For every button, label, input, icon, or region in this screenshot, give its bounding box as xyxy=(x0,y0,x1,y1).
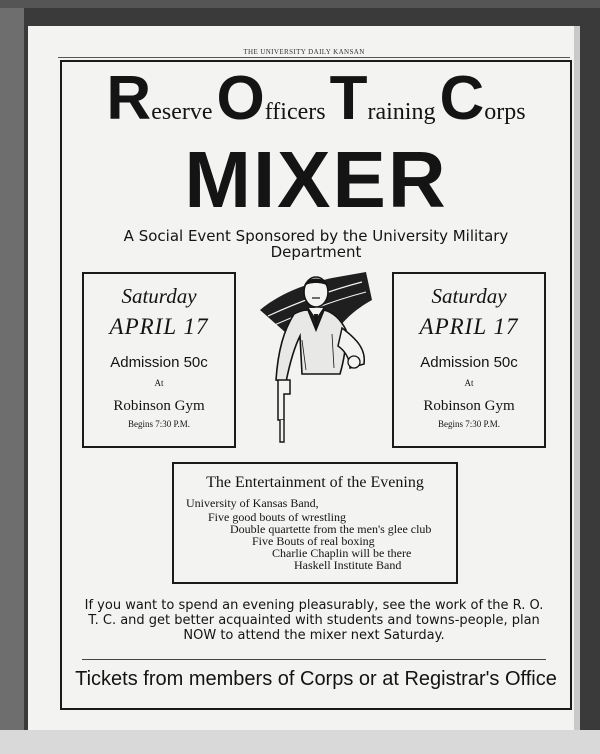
entertainment-item: Five Bouts of real boxing xyxy=(252,534,375,548)
event-box-right xyxy=(392,272,546,448)
event-admission: Admission 50c xyxy=(420,354,518,371)
event-begins: Begins 7:30 P.M. xyxy=(437,419,500,429)
scan-edge-left xyxy=(0,0,24,754)
scan-edge-bottom xyxy=(0,730,600,754)
headline: MIXER xyxy=(184,135,448,224)
entertainment-item: Double quartette from the men's glee club xyxy=(230,522,432,536)
tickets-line: Tickets from members of Corps or at Registrar's Office xyxy=(75,668,557,690)
event-day: Saturday xyxy=(121,284,197,308)
masthead-rule xyxy=(58,57,570,58)
title-word: Training xyxy=(329,64,436,133)
event-admission: Admission 50c xyxy=(110,354,208,371)
event-at: At xyxy=(464,378,474,388)
masthead: THE UNIVERSITY DAILY KANSAN xyxy=(243,48,365,56)
tickets-rule xyxy=(82,659,546,660)
body-paragraph: If you want to spend an evening pleasurably, see the work of the R. O. T. C. and get better acquainted with students and towns-people, plan NOW to attend the mixer next Saturday. xyxy=(84,598,544,643)
event-begins: Begins 7:30 P.M. xyxy=(127,419,190,429)
scan-edge-top xyxy=(0,0,600,8)
title-word: Reserve xyxy=(106,64,213,133)
subtitle: A Social Event Sponsored by the University Military Department xyxy=(123,227,509,261)
title-word: Corps xyxy=(439,64,526,133)
entertainment-item: Five good bouts of wrestling xyxy=(208,510,346,524)
entertainment-box xyxy=(172,462,458,584)
event-venue: Robinson Gym xyxy=(423,398,515,414)
event-at: At xyxy=(154,378,164,388)
event-venue: Robinson Gym xyxy=(113,398,205,414)
entertainment-item: Haskell Institute Band xyxy=(294,558,402,572)
event-day: Saturday xyxy=(431,284,507,308)
entertainment-heading: The Entertainment of the Evening xyxy=(206,474,424,491)
event-date: APRIL 17 xyxy=(419,314,519,339)
rotc-title xyxy=(60,64,572,133)
event-date: APRIL 17 xyxy=(109,314,209,339)
page-edge-right xyxy=(574,26,580,730)
entertainment-item: Charlie Chaplin will be there xyxy=(272,546,412,560)
entertainment-item: University of Kansas Band, xyxy=(186,496,319,510)
title-word: Officers xyxy=(216,64,326,133)
man-pointing-illustration xyxy=(254,270,378,448)
event-box-left xyxy=(82,272,236,448)
